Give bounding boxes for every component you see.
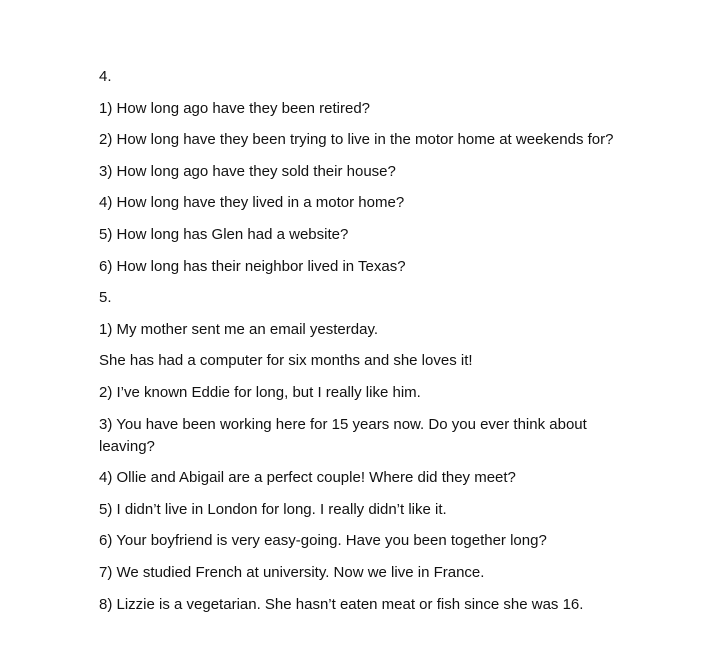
section-4-item-2: 2) How long have they been trying to live in the motor home at weekends for? xyxy=(99,131,614,149)
section-5-item-4: 4) Ollie and Abigail are a perfect couple! Where did they meet? xyxy=(99,469,516,487)
section-4-item-3: 3) How long ago have they sold their house? xyxy=(99,162,396,180)
section-5-item-1-continued: She has had a computer for six months and she loves it! xyxy=(99,352,473,370)
section-4-item-6: 6) How long has their neighbor lived in Texas? xyxy=(99,257,406,275)
section-4-item-5: 5) How long has Glen had a website? xyxy=(99,225,349,243)
section-4-heading: 4. xyxy=(99,68,112,85)
section-5-item-1: 1) My mother sent me an email yesterday. xyxy=(99,320,378,338)
document-content xyxy=(99,66,639,625)
section-5-item-8: 8) Lizzie is a vegetarian. She hasn’t eaten meat or fish since she was 16. xyxy=(99,595,584,613)
section-5-item-5: 5) I didn’t live in London for long. I really didn’t like it. xyxy=(99,500,447,518)
section-5-item-7: 7) We studied French at university. Now we live in France. xyxy=(99,563,485,581)
section-5-heading: 5. xyxy=(99,289,112,307)
section-5-item-3: 3) You have been working here for 15 years now. Do you ever think about leaving? xyxy=(99,415,587,455)
section-5-item-6: 6) Your boyfriend is very easy-going. Have you been together long? xyxy=(99,532,547,550)
section-4-item-1: 1) How long ago have they been retired? xyxy=(99,99,371,117)
section-5-item-2: 2) I’ve known Eddie for long, but I really like him. xyxy=(99,383,421,401)
section-4-item-4: 4) How long have they lived in a motor home? xyxy=(99,194,405,212)
